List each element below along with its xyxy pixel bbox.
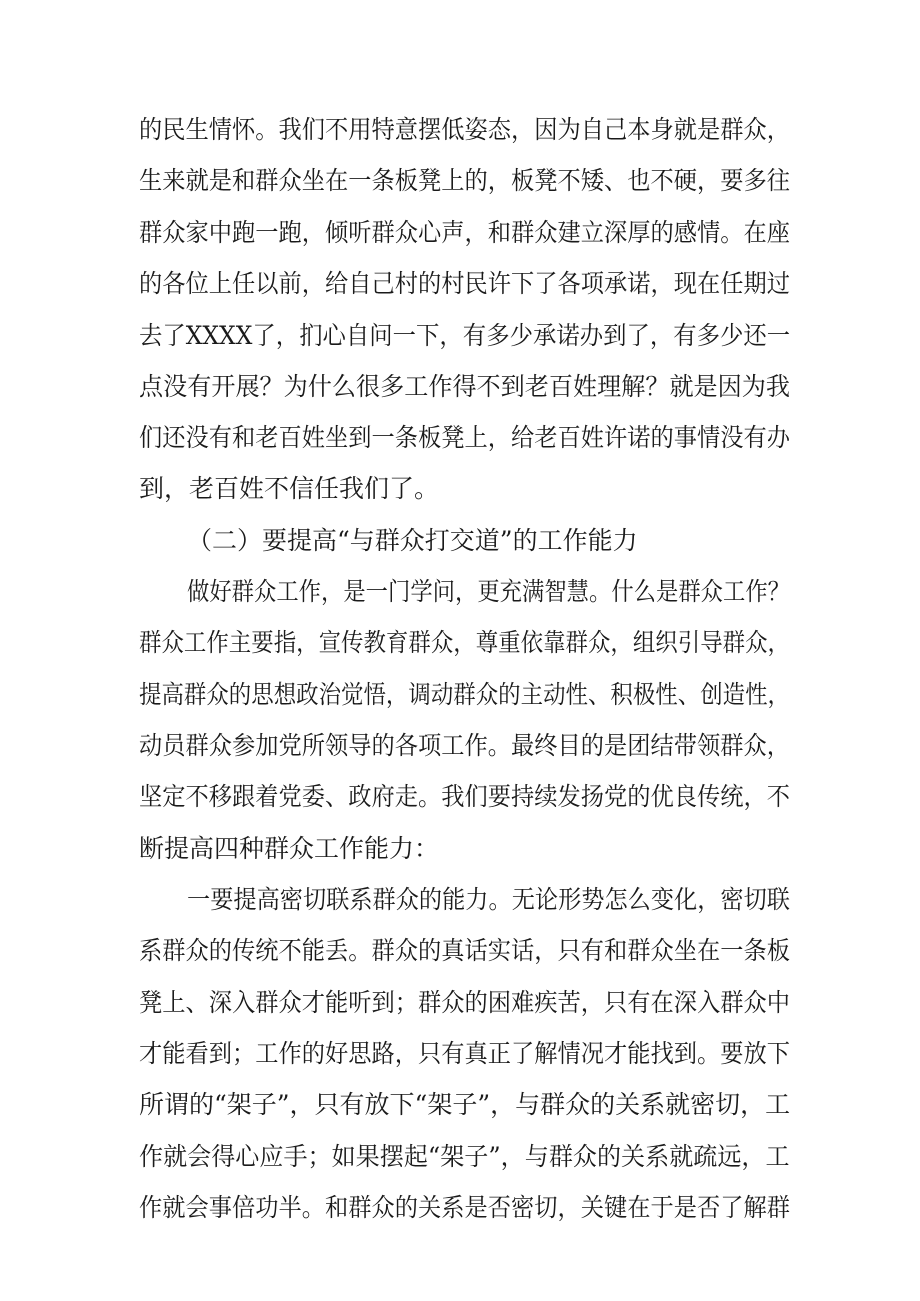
text-line: 点没有开展？为什么很多工作得不到老百姓理解？就是因为我 [139,372,791,401]
section-heading: （二）要提高“与群众打交道”的工作能力 [187,526,638,555]
text-line: 们还没有和老百姓坐到一条板凳上，给老百姓许诺的事情没有办 [139,423,791,452]
text-line: 做好群众工作，是一门学问，更充满智慧。什么是群众工作？ [187,577,791,606]
text-line: 生来就是和群众坐在一条板凳上的，板凳不矮、也不硬，要多往 [139,166,791,195]
text-line: 作就会得心应手；如果摆起“架子”，与群众的关系就疏远，工 [139,1142,790,1171]
text-line: 凳上、深入群众才能听到；群众的困难疾苦，只有在深入群众中 [139,988,791,1017]
text-line: 的民生情怀。我们不用特意摆低姿态，因为自己本身就是群众， [139,115,791,144]
text-line: 才能看到；工作的好思路，只有真正了解情况才能找到。要放下 [139,1039,791,1068]
text-line: 去了XXXX了，扪心自问一下，有多少承诺办到了，有多少还一 [139,321,791,350]
text-line: 所谓的“架子”，只有放下“架子”，与群众的关系就密切，工 [139,1090,791,1119]
text-line: 动员群众参加党所领导的各项工作。最终目的是团结带领群众， [139,731,791,760]
text-line: 断提高四种群众工作能力： [139,834,440,863]
text-line: 系群众的传统不能丢。群众的真话实话，只有和群众坐在一条板 [139,936,791,965]
text-line: 一要提高密切联系群众的能力。无论形势怎么变化，密切联 [187,885,791,914]
text-line: 到，老百姓不信任我们了。 [139,474,440,503]
text-line: 群众工作主要指，宣传教育群众，尊重依靠群众，组织引导群众， [139,628,791,657]
text-line: 的各位上任以前，给自己村的村民许下了各项承诺，现在任期过 [139,269,791,298]
text-line: 作就会事倍功半。和群众的关系是否密切，关键在于是否了解群 [139,1193,791,1222]
text-line: 坚定不移跟着党委、政府走。我们要持续发扬党的优良传统，不 [139,782,791,811]
text-line: 群众家中跑一跑，倾听群众心声，和群众建立深厚的感情。在座 [139,218,791,247]
text-line: 提高群众的思想政治觉悟，调动群众的主动性、积极性、创造性， [139,680,791,709]
